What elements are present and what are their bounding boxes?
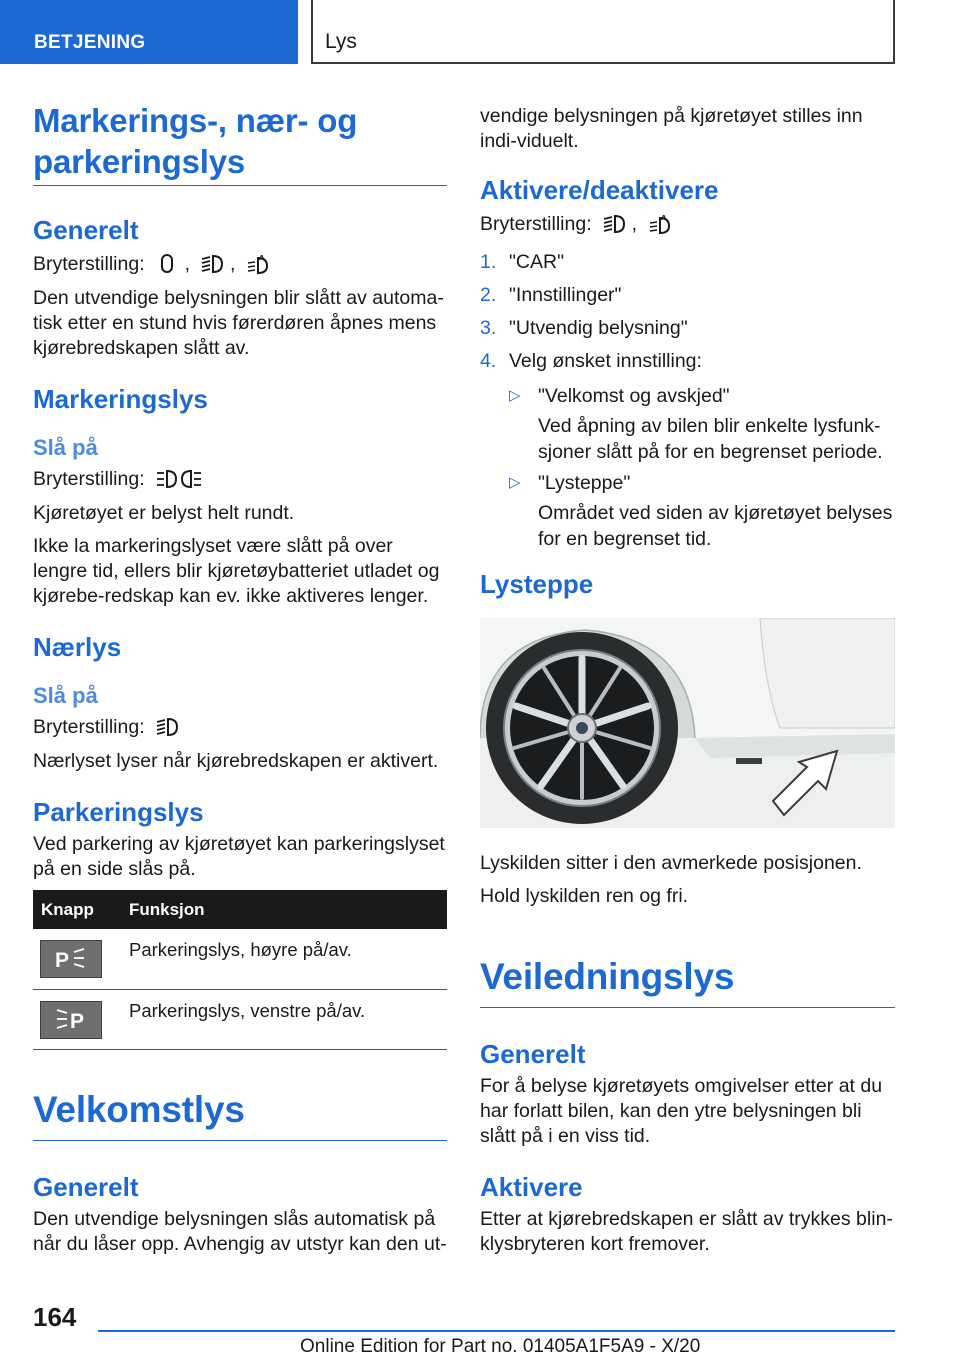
svg-text:P: P bbox=[55, 949, 70, 972]
heading-aktivere-deaktivere: Aktivere/deaktivere bbox=[480, 175, 719, 205]
switch-positions-line bbox=[33, 465, 447, 493]
heading-markeringslys: Markeringslys bbox=[33, 384, 208, 414]
bullet-triangle-icon: ▷ bbox=[509, 387, 521, 404]
continued-text: vendige belysningen på kjøretøyet stilles inn indi-viduelt. bbox=[480, 105, 863, 152]
sub-list-item: ▷ "Lysteppe" bbox=[509, 469, 895, 497]
parking-light-right-button[interactable] bbox=[40, 940, 102, 978]
topic-title: Lys bbox=[325, 30, 357, 53]
markeringslys-text-1: Kjøretøyet er belyst helt rundt. bbox=[33, 502, 295, 524]
heading-aktivere: Aktivere bbox=[480, 1172, 583, 1202]
sub-list bbox=[509, 382, 895, 552]
footer-rule bbox=[98, 1330, 895, 1332]
parking-light-left-icon bbox=[54, 1007, 88, 1033]
table-row bbox=[33, 989, 447, 1049]
naerlys-text: Nærlyset lyser når kjørebredskapen er aktivert. bbox=[33, 750, 439, 772]
switch-label: Bryterstilling: bbox=[33, 716, 145, 738]
switch-positions-line bbox=[33, 250, 447, 278]
heading-naerlys: Nærlys bbox=[33, 632, 122, 662]
footer-edition: Online Edition for Part no. 01405A1F5A9 - X/20 bbox=[300, 1336, 701, 1357]
subheading-sla-pa: Slå på bbox=[33, 683, 98, 708]
parkeringslys-text: Ved parkering av kjøretøyet kan parkeringslyset på en side slås på. bbox=[33, 833, 445, 880]
table-header-row bbox=[33, 890, 447, 929]
list-item: 4. Velg ønsket innstilling: bbox=[480, 350, 702, 372]
sub-list-item: ▷ "Velkomst og avskjed" bbox=[509, 382, 895, 410]
auto-light-icon bbox=[245, 253, 269, 275]
parking-light-right-icon bbox=[54, 946, 88, 972]
topic-box bbox=[311, 0, 895, 64]
sub-list-desc: Området ved siden av kjøretøyet belyses for en begrenset tid. bbox=[538, 502, 893, 550]
heading-veiledning-generelt: Generelt bbox=[480, 1039, 586, 1069]
section-title: BETJENING bbox=[34, 32, 146, 53]
table-cell-function: Parkeringslys, venstre på/av. bbox=[129, 989, 447, 1049]
parking-light-both-icon bbox=[155, 468, 203, 490]
subheading-sla-pa: Slå på bbox=[33, 435, 98, 460]
switch-label: Bryterstilling: bbox=[33, 253, 145, 275]
velkomst-text: Den utvendige belysningen slås automatisk på når du låser opp. Avhengig av utstyr kan den ut- bbox=[33, 1207, 447, 1255]
switch-positions-line bbox=[480, 210, 895, 238]
parking-light-table bbox=[33, 890, 447, 1050]
markeringslys-text-2: Ikke la markeringslyset være slått på over lengre tid, ellers blir kjøretøybatteriet utladet og kjørebe-redskap kan ev. ikke aktiveres lenger. bbox=[33, 535, 440, 607]
svg-text:P: P bbox=[70, 1009, 85, 1033]
parking-light-left-button[interactable] bbox=[40, 1001, 102, 1039]
auto-light-icon bbox=[647, 213, 671, 235]
svg-text:A: A bbox=[259, 254, 265, 262]
heading-generelt: Generelt bbox=[33, 215, 139, 245]
bullet-triangle-icon: ▷ bbox=[509, 474, 521, 491]
low-beam-icon bbox=[155, 716, 179, 738]
separator: , bbox=[631, 213, 638, 235]
heading-marker-lights: Markerings-, nær- og parkeringslys bbox=[33, 100, 447, 186]
heading-velkomstlys: Velkomstlys bbox=[33, 1088, 447, 1141]
table-cell-function: Parkeringslys, høyre på/av. bbox=[129, 929, 447, 989]
low-beam-icon bbox=[200, 253, 224, 275]
heading-velkomst-generelt: Generelt bbox=[33, 1171, 139, 1202]
heading-lysteppe: Lysteppe bbox=[480, 569, 594, 599]
left-column bbox=[33, 100, 447, 1265]
separator: , bbox=[230, 253, 236, 275]
switch-label: Bryterstilling: bbox=[480, 213, 592, 235]
page-number: 164 bbox=[33, 1302, 77, 1332]
separator: , bbox=[184, 253, 191, 275]
right-column bbox=[480, 104, 895, 1265]
table-header-funksjon: Funksjon bbox=[129, 890, 447, 929]
table-row bbox=[33, 929, 447, 989]
light-off-icon bbox=[155, 253, 179, 275]
low-beam-icon bbox=[602, 213, 626, 235]
veiledning-text: For å belyse kjøretøyets omgivelser etter at du har forlatt bilen, kan den ytre belysningen bli slått på i en viss tid. bbox=[480, 1075, 883, 1147]
list-item: 2. "Innstillinger" bbox=[480, 284, 622, 306]
lysteppe-text-1: Lyskilden sitter i den avmerkede posisjonen. bbox=[480, 852, 862, 874]
heading-veiledningslys: Veiledningslys bbox=[480, 955, 895, 1008]
switch-label: Bryterstilling: bbox=[33, 468, 145, 490]
car-wheel-illustration bbox=[480, 618, 895, 828]
table-header-knapp: Knapp bbox=[33, 890, 129, 929]
aktivere-text: Etter at kjørebredskapen er slått av trykkes blin-klysbryteren kort fremover. bbox=[480, 1208, 893, 1255]
list-item: 1. "CAR" bbox=[480, 251, 565, 273]
heading-parkeringslys: Parkeringslys bbox=[33, 797, 204, 827]
lysteppe-text-2: Hold lyskilden ren og fri. bbox=[480, 885, 689, 907]
list-item: 3. "Utvendig belysning" bbox=[480, 317, 688, 339]
svg-text:A: A bbox=[661, 214, 667, 222]
sub-list-desc: Ved åpning av bilen blir enkelte lysfunk-sjoner slått på for en begrenset periode. bbox=[538, 415, 883, 463]
generelt-text: Den utvendige belysningen blir slått av automa-tisk etter en stund hvis førerdøren åpnes mens kjørebredskapen slått av. bbox=[33, 287, 444, 359]
steps-list bbox=[480, 246, 895, 552]
switch-positions-line bbox=[33, 713, 447, 741]
